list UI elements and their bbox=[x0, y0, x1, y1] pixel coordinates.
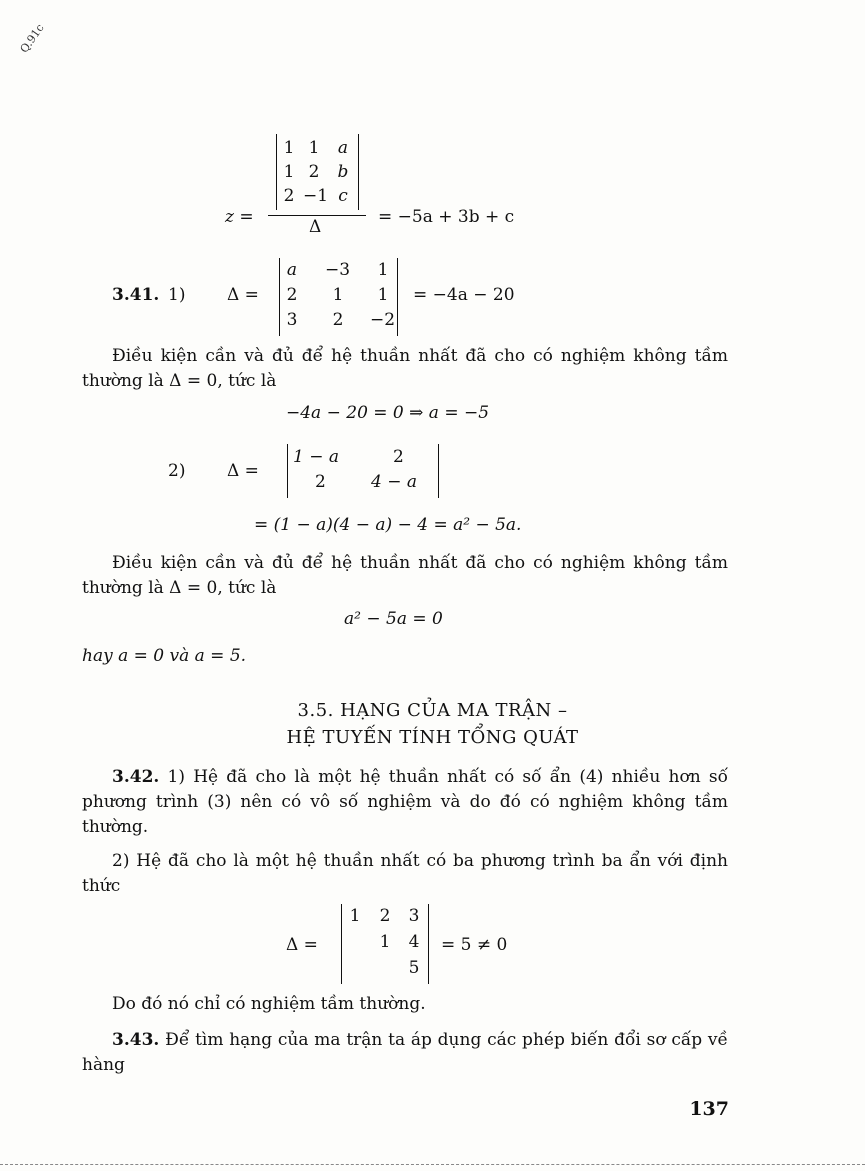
ex341-m-1-2: 1 bbox=[377, 285, 389, 305]
z-m-2-2: c bbox=[338, 186, 348, 206]
ex341-m2-1-0: 2 bbox=[315, 472, 326, 492]
ex341-m-0-1: −3 bbox=[325, 260, 351, 280]
ex342-rhs: = 5 ≠ 0 bbox=[441, 935, 508, 955]
ex341-equation-2: a² − 5a = 0 bbox=[344, 609, 443, 629]
ex341-m2-0-1: 2 bbox=[393, 447, 404, 467]
ex341-det-right-bar bbox=[397, 258, 398, 336]
ex341-m-0-0: a bbox=[286, 260, 298, 280]
ex341-expansion: = (1 − a)(4 − a) − 4 = a² − 5a. bbox=[254, 515, 522, 535]
ex341-equation-1: −4a − 20 = 0 ⇒ a = −5 bbox=[286, 403, 490, 423]
ex342-m-2-2: 5 bbox=[408, 958, 420, 978]
z-det-left-bar bbox=[276, 134, 277, 210]
ex341-det-left-bar bbox=[279, 258, 280, 336]
ex341-m-1-1: 1 bbox=[332, 285, 344, 305]
z-m-0-2: a bbox=[337, 138, 349, 158]
ex342-det-right-bar bbox=[428, 904, 429, 984]
z-denominator: Δ bbox=[309, 217, 322, 237]
ex341-part1-label: 1) bbox=[168, 285, 186, 305]
ex341-m-0-2: 1 bbox=[377, 260, 389, 280]
ex342-label: 3.42. bbox=[112, 767, 160, 787]
page-number: 137 bbox=[689, 1098, 729, 1120]
ex343-label: 3.43. bbox=[112, 1030, 160, 1050]
ex342-m-0-1: 2 bbox=[379, 906, 391, 926]
z-m-1-1: 2 bbox=[308, 162, 320, 182]
ex341-label: 3.41. bbox=[112, 285, 160, 305]
ex341-conclusion: hay a = 0 và a = 5. bbox=[82, 646, 247, 666]
z-m-2-1: −1 bbox=[303, 186, 329, 206]
ex342-m-0-2: 3 bbox=[408, 906, 420, 926]
ex341-m-1-0: 2 bbox=[286, 285, 298, 305]
z-det-right-bar bbox=[358, 134, 359, 210]
ex342-delta-lhs: Δ = bbox=[286, 935, 318, 955]
ex342-m-1-2: 4 bbox=[408, 932, 420, 952]
ex342-paragraph-2: 2) Hệ đã cho là một hệ thuần nhất có ba phương trình ba ẩn với định thức bbox=[82, 851, 728, 896]
z-m-1-2: b bbox=[337, 162, 349, 182]
ex342-paragraph-1: 3.42. 1) Hệ đã cho là một hệ thuần nhất có số ẩn (4) nhiều hơn số phương trình (3) nên có vô số nghiệm và do đó có nghiệm không tầm thường. bbox=[82, 767, 729, 837]
ex342-det-left-bar bbox=[341, 904, 342, 984]
ex341-m2-1-1: 4 − a bbox=[371, 472, 418, 492]
section-heading-line-2: HỆ TUYẾN TÍNH TỔNG QUÁT bbox=[286, 727, 579, 748]
ex341-m-2-0: 3 bbox=[286, 310, 298, 330]
ex341-rhs: = −4a − 20 bbox=[413, 285, 515, 305]
margin-note: Q.91c bbox=[17, 21, 47, 56]
z-m-2-0: 2 bbox=[283, 186, 295, 206]
ex341-det2-left-bar bbox=[287, 444, 288, 498]
ex341-m-2-2: −2 bbox=[370, 310, 396, 330]
z-m-1-0: 1 bbox=[283, 162, 295, 182]
ex341-m2-0-0: 1 − a bbox=[293, 447, 340, 467]
ex342-m-0-0: 1 bbox=[349, 906, 361, 926]
ex341-paragraph-2: Điều kiện cần và đủ để hệ thuần nhất đã cho có nghiệm không tầm thường là Δ = 0, tức là bbox=[82, 553, 728, 598]
ex341-delta-lhs: Δ = bbox=[227, 285, 259, 305]
ex341-det2-right-bar bbox=[438, 444, 439, 498]
section-heading-line-1: 3.5. HẠNG CỦA MA TRẬN – bbox=[297, 700, 568, 721]
z-m-0-0: 1 bbox=[283, 138, 295, 158]
ex343-paragraph: 3.43. Để tìm hạng của ma trận ta áp dụng các phép biến đổi sơ cấp về hàng bbox=[82, 1030, 728, 1075]
ex341-part2-label: 2) bbox=[168, 461, 186, 481]
z-fraction-bar bbox=[268, 215, 366, 216]
page-bottom-edge bbox=[0, 1164, 865, 1165]
ex341-m-2-1: 2 bbox=[332, 310, 344, 330]
ex342-m-1-1: 1 bbox=[379, 932, 391, 952]
z-m-0-1: 1 bbox=[308, 138, 320, 158]
z-rhs: = −5a + 3b + c bbox=[378, 207, 515, 227]
z-lhs: z = bbox=[225, 207, 254, 227]
ex341-part2-delta-lhs: Δ = bbox=[227, 461, 259, 481]
ex341-paragraph-1: Điều kiện cần và đủ để hệ thuần nhất đã cho có nghiệm không tầm thường là Δ = 0, tức là bbox=[82, 346, 728, 391]
ex342-paragraph-3: Do đó nó chỉ có nghiệm tầm thường. bbox=[112, 994, 426, 1014]
